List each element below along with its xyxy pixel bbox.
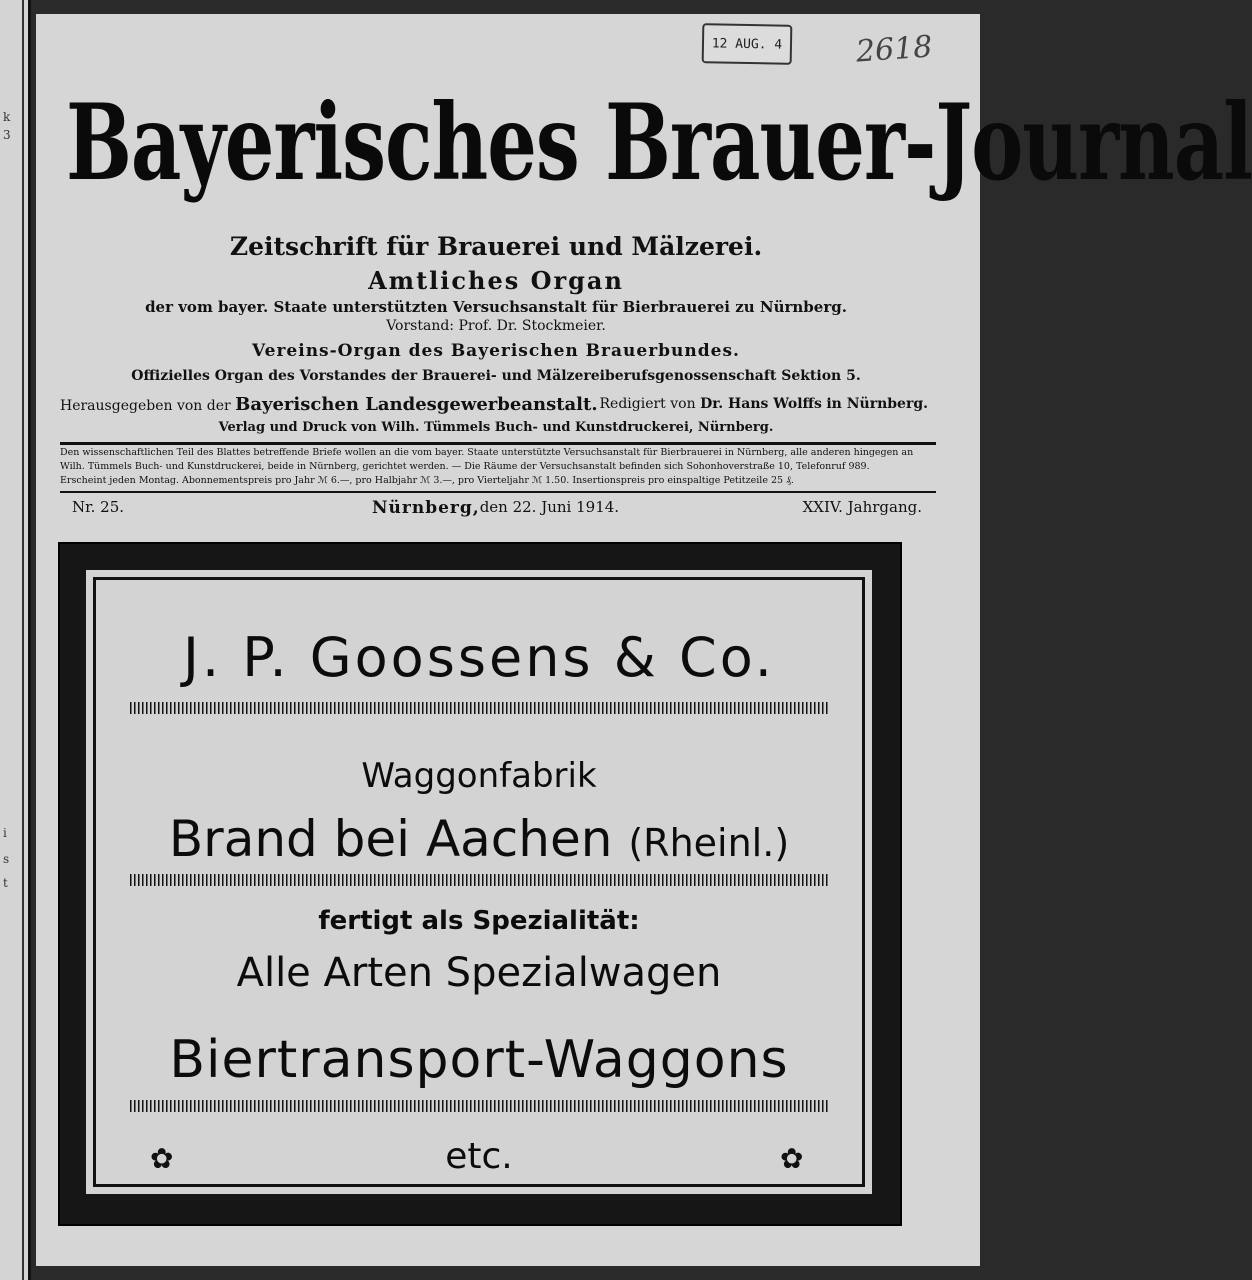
ad-location-town: Brand bei Aachen [168,810,613,868]
issue-info-row [72,498,922,520]
editor-name: Dr. Hans Wolffs [700,396,822,412]
previous-page-letter: k [3,110,11,124]
handwritten-number: 2618 [854,29,934,70]
notice-line: Wilh. Tümmels Buch- und Kunstdruckerei, beide in Nürnberg, gerichtet werden. — Die Räume der Versuchsanstalt befinden sich Sohonhoverstraße 10, Telefonruf 989. [60,461,870,472]
publisher-prefix: Herausgegeben von der [60,398,231,414]
journal-page [36,14,1252,1266]
header-divider [60,442,936,445]
ad-etc: etc. [445,1136,513,1177]
previous-page-letter: 3 [3,128,11,142]
editor-prefix: Redigiert von [599,396,696,412]
official-organ-line: Offizielles Organ des Vorstandes der Brauerei- und Mälzereiberufsgenossenschaft Sektion 5. [131,368,861,384]
organ-title: Amtliches Organ [368,266,624,295]
advertisement-frame [58,542,902,1226]
flower-ornament-icon: ✿ [780,1142,804,1175]
hatch-rule [130,702,830,714]
publisher-line [60,394,940,415]
publisher-name: Bayerischen Landesgewerbeanstalt. [235,394,598,415]
ad-company: J. P. Goossens & Co. [183,626,775,689]
subtitle: Zeitschrift für Brauerei und Mälzerei. [229,232,763,261]
hatch-rule [130,874,830,886]
issue-city: Nürnberg, [372,498,480,518]
date-stamp: 12 AUG. 4 [702,23,793,65]
previous-page-letter: t [3,876,8,890]
press-line: Verlag und Druck von Wilh. Tümmels Buch- und Kunstdruckerei, Nürnberg. [218,420,774,435]
notice-line: Den wissenschaftlichen Teil des Blattes betreffende Briefe wollen an die vom bayer. Staate unterstützte Versuchsanstalt für Bierbrauerei in Nürnberg, alle anderen hingegen an [60,447,914,458]
ad-location-region: (Rheinl.) [628,821,790,865]
flower-ornament-icon: ✿ [150,1142,174,1175]
advertisement-panel [86,570,872,1194]
previous-page-letter: s [3,852,10,866]
verein-line: Vereins-Organ des Bayerischen Brauerbundes. [252,341,740,361]
issue-volume: XXIV. Jahrgang. [802,498,922,516]
notice-divider [60,491,936,493]
previous-page-letter: i [3,826,7,840]
previous-page-rule [22,0,24,1280]
director-line: Vorstand: Prof. Dr. Stockmeier. [386,318,606,334]
ad-location [90,810,868,868]
editor-suffix: in Nürnberg. [826,396,928,412]
ad-specialty-types: Alle Arten Spezialwagen [236,950,722,996]
issue-date-text: den 22. Juni 1914. [479,498,620,516]
ad-factory: Waggonfabrik [361,756,597,796]
ad-specialty-intro: fertigt als Spezialität: [318,906,640,936]
masthead-title: Bayerisches Brauer-Journal [66,82,1252,205]
issue-date [372,498,620,518]
notice-block [60,446,936,488]
hatch-rule [130,1100,830,1112]
editor-info [600,396,929,412]
institute-line: der vom bayer. Staate unterstützten Versuchsanstalt für Bierbrauerei zu Nürnberg. [145,298,847,316]
issue-number: Nr. 25. [72,498,125,516]
notice-line: Erscheint jeden Montag. Abonnementspreis pro Jahr ℳ 6.—, pro Halbjahr ℳ 3.—, pro Vierteljahr ℳ 1.50. Insertionspreis pro einspaltige Petitzeile 25 ₰. [60,475,794,486]
previous-page-edge [0,0,31,1280]
ad-product: Biertransport-Waggons [169,1030,789,1090]
